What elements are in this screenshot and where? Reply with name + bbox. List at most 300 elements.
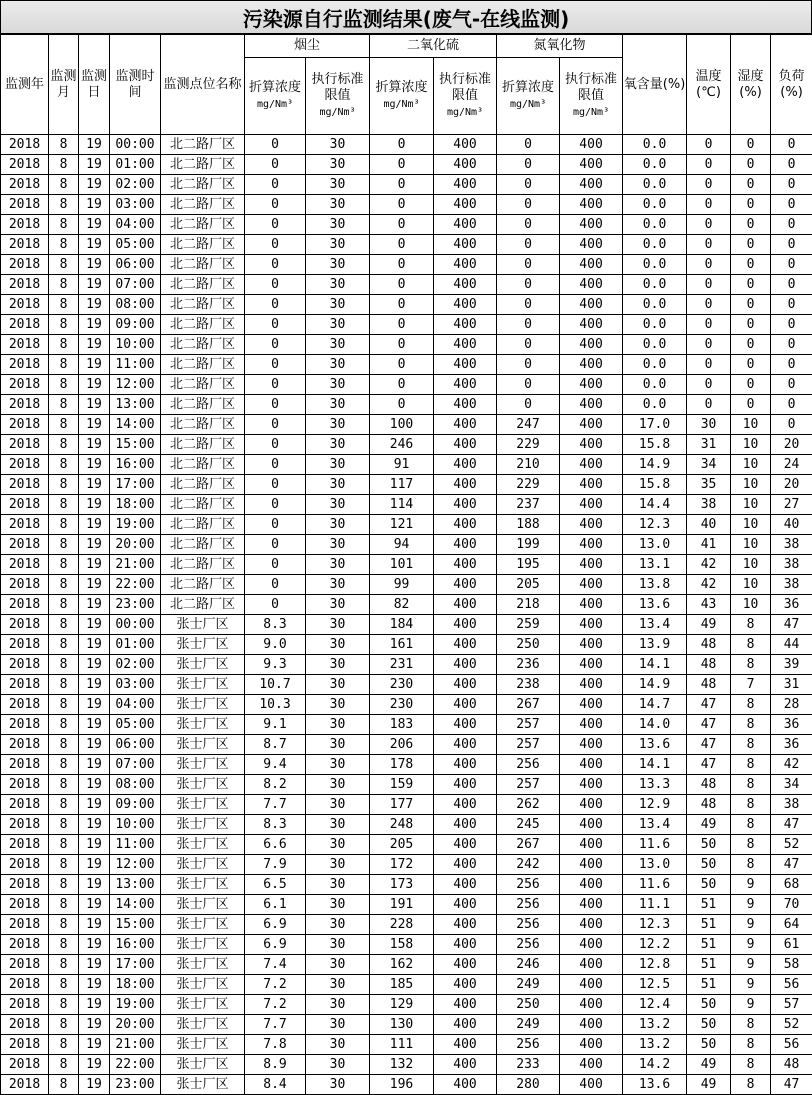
table-cell: 15.8 <box>623 475 687 495</box>
table-cell: 161 <box>370 635 434 655</box>
table-cell: 172 <box>370 855 434 875</box>
table-cell: 2018 <box>1 315 49 335</box>
table-cell: 44 <box>771 635 812 655</box>
table-cell: 北二路厂区 <box>161 175 245 195</box>
table-cell: 19 <box>79 175 110 195</box>
table-cell: 0 <box>731 195 771 215</box>
table-cell: 400 <box>434 595 497 615</box>
table-cell: 2018 <box>1 595 49 615</box>
table-cell: 256 <box>497 875 560 895</box>
table-cell: 191 <box>370 895 434 915</box>
table-cell: 30 <box>306 255 370 275</box>
table-row <box>1 375 812 395</box>
table-cell: 19 <box>79 195 110 215</box>
table-cell: 9 <box>731 995 771 1015</box>
table-row <box>1 655 812 675</box>
table-cell: 230 <box>370 675 434 695</box>
table-cell: 38 <box>771 575 812 595</box>
table-cell: 00:00 <box>110 615 161 635</box>
table-cell: 0 <box>687 135 731 155</box>
table-cell: 30 <box>306 335 370 355</box>
table-cell: 19 <box>79 1055 110 1075</box>
table-cell: 2018 <box>1 335 49 355</box>
table-cell: 01:00 <box>110 155 161 175</box>
header-temperature: 温度(℃) <box>687 35 731 135</box>
table-cell: 8 <box>49 515 79 535</box>
table-cell: 30 <box>306 495 370 515</box>
header-dust-conc: 折算浓度 mg/Nm³ <box>245 58 306 135</box>
table-cell: 30 <box>306 555 370 575</box>
table-cell: 0 <box>497 335 560 355</box>
header-dust: 烟尘 <box>245 35 370 58</box>
table-cell: 218 <box>497 595 560 615</box>
table-cell: 22:00 <box>110 575 161 595</box>
table-cell: 249 <box>497 1015 560 1035</box>
table-cell: 400 <box>434 195 497 215</box>
table-cell: 0 <box>687 255 731 275</box>
table-cell: 31 <box>771 675 812 695</box>
table-cell: 19 <box>79 795 110 815</box>
table-cell: 42 <box>687 575 731 595</box>
table-cell: 8 <box>49 855 79 875</box>
table-cell: 13.2 <box>623 1015 687 1035</box>
table-row <box>1 1075 812 1095</box>
table-cell: 195 <box>497 555 560 575</box>
table-cell: 0 <box>687 175 731 195</box>
table-cell: 0.0 <box>623 275 687 295</box>
table-cell: 0 <box>731 295 771 315</box>
table-cell: 250 <box>497 995 560 1015</box>
table-cell: 14:00 <box>110 415 161 435</box>
table-cell: 236 <box>497 655 560 675</box>
table-cell: 8 <box>49 895 79 915</box>
table-cell: 30 <box>306 135 370 155</box>
table-cell: 2018 <box>1 1035 49 1055</box>
table-cell: 18:00 <box>110 975 161 995</box>
table-cell: 19 <box>79 215 110 235</box>
table-row <box>1 915 812 935</box>
table-row <box>1 535 812 555</box>
table-cell: 0 <box>245 215 306 235</box>
table-cell: 13:00 <box>110 875 161 895</box>
table-cell: 北二路厂区 <box>161 395 245 415</box>
table-cell: 12.4 <box>623 995 687 1015</box>
table-cell: 11.6 <box>623 875 687 895</box>
table-cell: 400 <box>434 295 497 315</box>
table-cell: 9.4 <box>245 755 306 775</box>
table-cell: 8 <box>49 455 79 475</box>
table-cell: 68 <box>771 875 812 895</box>
table-cell: 0 <box>687 375 731 395</box>
table-cell: 2018 <box>1 1055 49 1075</box>
table-row <box>1 435 812 455</box>
table-cell: 6.6 <box>245 835 306 855</box>
table-cell: 8 <box>731 835 771 855</box>
table-cell: 张士厂区 <box>161 955 245 975</box>
table-cell: 04:00 <box>110 215 161 235</box>
table-cell: 8 <box>49 935 79 955</box>
table-row <box>1 935 812 955</box>
table-cell: 206 <box>370 735 434 755</box>
table-cell: 158 <box>370 935 434 955</box>
table-cell: 400 <box>434 935 497 955</box>
table-cell: 8 <box>49 955 79 975</box>
table-cell: 130 <box>370 1015 434 1035</box>
table-cell: 400 <box>434 775 497 795</box>
table-cell: 400 <box>560 575 623 595</box>
table-cell: 8 <box>731 795 771 815</box>
table-cell: 19 <box>79 695 110 715</box>
table-cell: 8 <box>731 735 771 755</box>
table-cell: 21:00 <box>110 1035 161 1055</box>
table-cell: 400 <box>560 475 623 495</box>
table-cell: 30 <box>306 535 370 555</box>
header-so2-limit: 执行标准限值 mg/Nm³ <box>434 58 497 135</box>
table-cell: 10 <box>731 495 771 515</box>
table-cell: 400 <box>434 255 497 275</box>
table-cell: 2018 <box>1 175 49 195</box>
table-cell: 400 <box>434 155 497 175</box>
table-cell: 0.0 <box>623 155 687 175</box>
table-cell: 8 <box>49 915 79 935</box>
table-cell: 0 <box>245 295 306 315</box>
table-cell: 400 <box>434 695 497 715</box>
table-cell: 19 <box>79 595 110 615</box>
table-cell: 19 <box>79 915 110 935</box>
table-cell: 0 <box>731 395 771 415</box>
table-cell: 6.9 <box>245 915 306 935</box>
table-cell: 0 <box>497 175 560 195</box>
header-site: 监测点位名称 <box>161 35 245 135</box>
table-cell: 张士厂区 <box>161 635 245 655</box>
table-cell: 0 <box>687 315 731 335</box>
table-cell: 0 <box>687 335 731 355</box>
table-cell: 400 <box>560 435 623 455</box>
table-cell: 8.3 <box>245 815 306 835</box>
table-cell: 19 <box>79 855 110 875</box>
table-cell: 8 <box>49 215 79 235</box>
table-cell: 400 <box>560 215 623 235</box>
table-cell: 0 <box>497 155 560 175</box>
table-cell: 10 <box>731 455 771 475</box>
table-cell: 400 <box>434 975 497 995</box>
table-cell: 10.7 <box>245 675 306 695</box>
table-cell: 0 <box>497 195 560 215</box>
table-cell: 31 <box>687 435 731 455</box>
table-cell: 8 <box>49 595 79 615</box>
table-cell: 0 <box>370 375 434 395</box>
table-cell: 11.6 <box>623 835 687 855</box>
table-cell: 8 <box>49 815 79 835</box>
table-cell: 15:00 <box>110 435 161 455</box>
table-cell: 8 <box>49 975 79 995</box>
table-cell: 30 <box>306 395 370 415</box>
table-cell: 400 <box>434 555 497 575</box>
table-cell: 173 <box>370 875 434 895</box>
table-cell: 19 <box>79 495 110 515</box>
table-cell: 2018 <box>1 355 49 375</box>
table-cell: 8 <box>49 175 79 195</box>
table-cell: 0 <box>370 315 434 335</box>
table-cell: 北二路厂区 <box>161 355 245 375</box>
table-cell: 17:00 <box>110 955 161 975</box>
table-cell: 19 <box>79 355 110 375</box>
table-cell: 11.1 <box>623 895 687 915</box>
table-cell: 30 <box>306 875 370 895</box>
table-cell: 38 <box>771 535 812 555</box>
table-cell: 50 <box>687 875 731 895</box>
table-cell: 82 <box>370 595 434 615</box>
table-cell: 19 <box>79 475 110 495</box>
table-cell: 2018 <box>1 735 49 755</box>
table-cell: 400 <box>560 255 623 275</box>
table-cell: 48 <box>687 775 731 795</box>
table-cell: 8 <box>49 715 79 735</box>
table-cell: 8 <box>49 295 79 315</box>
table-cell: 11:00 <box>110 355 161 375</box>
table-cell: 2018 <box>1 835 49 855</box>
table-cell: 30 <box>306 215 370 235</box>
table-cell: 400 <box>560 415 623 435</box>
table-row <box>1 795 812 815</box>
table-cell: 19 <box>79 435 110 455</box>
table-cell: 8 <box>731 815 771 835</box>
header-nox-conc: 折算浓度 mg/Nm³ <box>497 58 560 135</box>
table-cell: 2018 <box>1 255 49 275</box>
table-cell: 400 <box>560 515 623 535</box>
table-cell: 30 <box>306 655 370 675</box>
table-cell: 12.5 <box>623 975 687 995</box>
table-cell: 10 <box>731 415 771 435</box>
table-cell: 0 <box>497 215 560 235</box>
table-cell: 北二路厂区 <box>161 515 245 535</box>
table-cell: 36 <box>771 595 812 615</box>
table-cell: 34 <box>687 455 731 475</box>
table-cell: 12.8 <box>623 955 687 975</box>
table-cell: 400 <box>560 335 623 355</box>
table-cell: 19 <box>79 755 110 775</box>
table-cell: 9 <box>731 955 771 975</box>
table-cell: 11:00 <box>110 835 161 855</box>
table-row <box>1 355 812 375</box>
table-cell: 30 <box>306 575 370 595</box>
table-cell: 0 <box>731 175 771 195</box>
table-cell: 400 <box>434 535 497 555</box>
table-cell: 9 <box>731 975 771 995</box>
table-cell: 9.0 <box>245 635 306 655</box>
table-cell: 51 <box>687 915 731 935</box>
table-cell: 0 <box>771 135 812 155</box>
table-cell: 47 <box>687 755 731 775</box>
table-cell: 13:00 <box>110 395 161 415</box>
table-cell: 2018 <box>1 275 49 295</box>
table-row <box>1 875 812 895</box>
table-cell: 2018 <box>1 235 49 255</box>
table-cell: 132 <box>370 1055 434 1075</box>
table-cell: 0.0 <box>623 135 687 155</box>
table-cell: 259 <box>497 615 560 635</box>
table-cell: 张士厂区 <box>161 875 245 895</box>
table-cell: 20 <box>771 435 812 455</box>
table-cell: 北二路厂区 <box>161 495 245 515</box>
table-cell: 30 <box>306 915 370 935</box>
table-cell: 400 <box>434 815 497 835</box>
table-body <box>1 135 812 1095</box>
table-cell: 04:00 <box>110 695 161 715</box>
table-cell: 400 <box>560 315 623 335</box>
table-cell: 2018 <box>1 135 49 155</box>
table-cell: 8 <box>49 835 79 855</box>
header-month: 监测月 <box>49 35 79 135</box>
table-cell: 400 <box>434 875 497 895</box>
table-cell: 0 <box>370 355 434 375</box>
table-cell: 30 <box>306 975 370 995</box>
table-cell: 400 <box>560 395 623 415</box>
table-cell: 0 <box>771 255 812 275</box>
table-cell: 400 <box>560 895 623 915</box>
table-cell: 256 <box>497 1035 560 1055</box>
table-row <box>1 155 812 175</box>
table-cell: 50 <box>687 1015 731 1035</box>
table-cell: 400 <box>560 455 623 475</box>
table-cell: 400 <box>560 175 623 195</box>
table-cell: 28 <box>771 695 812 715</box>
table-cell: 0 <box>245 535 306 555</box>
table-cell: 19 <box>79 935 110 955</box>
table-cell: 0 <box>771 275 812 295</box>
table-cell: 0 <box>771 395 812 415</box>
table-cell: 400 <box>560 735 623 755</box>
table-cell: 北二路厂区 <box>161 435 245 455</box>
table-cell: 30 <box>306 635 370 655</box>
table-cell: 8 <box>49 795 79 815</box>
table-cell: 北二路厂区 <box>161 135 245 155</box>
table-cell: 159 <box>370 775 434 795</box>
table-cell: 14.1 <box>623 755 687 775</box>
table-cell: 30 <box>306 795 370 815</box>
table-cell: 北二路厂区 <box>161 295 245 315</box>
table-cell: 8 <box>49 575 79 595</box>
table-cell: 19 <box>79 815 110 835</box>
table-cell: 0 <box>245 475 306 495</box>
table-cell: 30 <box>306 855 370 875</box>
table-cell: 0.0 <box>623 355 687 375</box>
table-row <box>1 1035 812 1055</box>
table-cell: 30 <box>306 315 370 335</box>
table-cell: 0 <box>245 395 306 415</box>
table-cell: 0 <box>771 155 812 175</box>
table-cell: 14.9 <box>623 675 687 695</box>
table-cell: 8 <box>731 855 771 875</box>
table-cell: 0 <box>370 135 434 155</box>
table-cell: 256 <box>497 755 560 775</box>
table-cell: 400 <box>434 1035 497 1055</box>
table-cell: 13.1 <box>623 555 687 575</box>
table-cell: 400 <box>434 495 497 515</box>
table-row <box>1 515 812 535</box>
table-cell: 400 <box>434 635 497 655</box>
table-cell: 94 <box>370 535 434 555</box>
table-row <box>1 455 812 475</box>
table-cell: 13.4 <box>623 615 687 635</box>
table-cell: 2018 <box>1 375 49 395</box>
table-cell: 张士厂区 <box>161 1015 245 1035</box>
table-cell: 0 <box>771 235 812 255</box>
table-cell: 10 <box>731 515 771 535</box>
table-cell: 19 <box>79 1075 110 1095</box>
table-cell: 245 <box>497 815 560 835</box>
table-cell: 00:00 <box>110 135 161 155</box>
table-cell: 06:00 <box>110 735 161 755</box>
table-cell: 北二路厂区 <box>161 535 245 555</box>
table-cell: 05:00 <box>110 715 161 735</box>
table-cell: 0 <box>245 515 306 535</box>
table-cell: 267 <box>497 695 560 715</box>
table-cell: 51 <box>687 955 731 975</box>
table-cell: 2018 <box>1 435 49 455</box>
table-cell: 01:00 <box>110 635 161 655</box>
table-cell: 14.4 <box>623 495 687 515</box>
table-cell: 205 <box>370 835 434 855</box>
table-cell: 111 <box>370 1035 434 1055</box>
table-cell: 2018 <box>1 755 49 775</box>
table-row <box>1 755 812 775</box>
table-cell: 238 <box>497 675 560 695</box>
table-cell: 7.7 <box>245 1015 306 1035</box>
table-cell: 09:00 <box>110 315 161 335</box>
table-cell: 张士厂区 <box>161 815 245 835</box>
monitoring-table <box>0 34 812 1095</box>
table-cell: 0.0 <box>623 215 687 235</box>
table-cell: 0 <box>731 235 771 255</box>
table-cell: 30 <box>306 695 370 715</box>
table-row <box>1 415 812 435</box>
table-cell: 400 <box>560 755 623 775</box>
table-cell: 400 <box>434 655 497 675</box>
table-row <box>1 395 812 415</box>
header-nox-limit: 执行标准限值 mg/Nm³ <box>560 58 623 135</box>
table-cell: 8 <box>731 1035 771 1055</box>
table-cell: 19 <box>79 535 110 555</box>
table-cell: 400 <box>434 1075 497 1095</box>
table-cell: 12:00 <box>110 855 161 875</box>
table-cell: 北二路厂区 <box>161 235 245 255</box>
table-row <box>1 315 812 335</box>
table-cell: 9 <box>731 875 771 895</box>
table-cell: 0 <box>687 195 731 215</box>
table-row <box>1 275 812 295</box>
table-cell: 8 <box>49 615 79 635</box>
table-row <box>1 855 812 875</box>
table-cell: 231 <box>370 655 434 675</box>
table-cell: 0 <box>771 195 812 215</box>
table-cell: 30 <box>306 595 370 615</box>
table-cell: 0.0 <box>623 295 687 315</box>
table-cell: 30 <box>306 1035 370 1055</box>
table-cell: 400 <box>434 435 497 455</box>
table-cell: 8 <box>731 615 771 635</box>
table-cell: 0 <box>245 375 306 395</box>
table-cell: 09:00 <box>110 795 161 815</box>
table-cell: 230 <box>370 695 434 715</box>
table-cell: 0 <box>245 415 306 435</box>
table-cell: 257 <box>497 775 560 795</box>
table-cell: 6.5 <box>245 875 306 895</box>
table-cell: 北二路厂区 <box>161 315 245 335</box>
table-cell: 42 <box>687 555 731 575</box>
table-cell: 张士厂区 <box>161 835 245 855</box>
table-cell: 0 <box>245 495 306 515</box>
